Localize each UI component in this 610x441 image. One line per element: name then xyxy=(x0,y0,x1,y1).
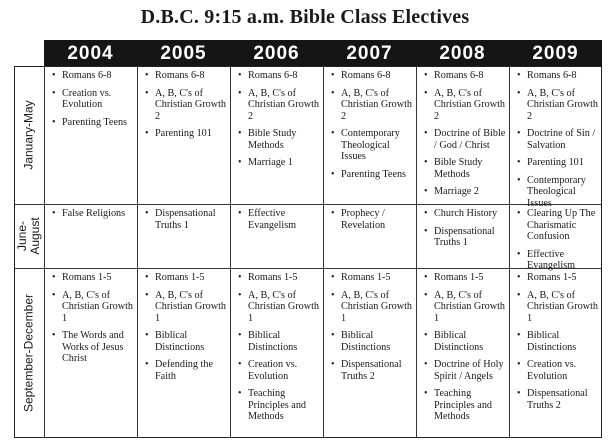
elective-list xyxy=(145,272,227,382)
elective-item: • Defending the Faith xyxy=(145,359,227,382)
schedule-cell xyxy=(416,66,509,204)
elective-item: • Effective Evangelism xyxy=(238,208,320,231)
year-header-2005: 2005 xyxy=(160,43,207,64)
elective-item: • Parenting 101 xyxy=(145,128,227,140)
elective-item: • Romans 6-8 xyxy=(331,70,413,82)
elective-list xyxy=(517,208,599,272)
elective-list xyxy=(424,70,506,198)
period-label-june-august xyxy=(14,204,44,268)
elective-item: • Parenting 101 xyxy=(517,157,599,169)
elective-item: • Biblical Distinctions xyxy=(424,330,506,353)
elective-list xyxy=(517,70,599,209)
elective-item: • Biblical Distinctions xyxy=(517,330,599,353)
period-label-text: January-May xyxy=(21,100,36,170)
elective-item: • A, B, C's of Christian Growth 2 xyxy=(145,88,227,123)
elective-item: • Romans 1-5 xyxy=(52,272,134,284)
elective-item: • The Words and Works of Jesus Christ xyxy=(52,330,134,365)
schedule-cell xyxy=(137,268,230,438)
period-label-text: September-December xyxy=(21,293,36,413)
schedule-cell xyxy=(44,66,137,204)
elective-list xyxy=(52,272,134,365)
elective-item: • Romans 1-5 xyxy=(145,272,227,284)
elective-list xyxy=(238,272,320,423)
schedule-cell xyxy=(323,268,416,438)
elective-item: • Romans 6-8 xyxy=(238,70,320,82)
elective-list xyxy=(238,70,320,169)
schedule-cell xyxy=(509,66,602,209)
schedule-cell xyxy=(230,268,323,438)
schedule-cell xyxy=(416,268,509,438)
elective-list xyxy=(52,208,134,220)
year-header-2009: 2009 xyxy=(532,43,579,64)
elective-item: • Dispensational Truths 1 xyxy=(145,208,227,231)
elective-item: • A, B, C's of Christian Growth 2 xyxy=(238,88,320,123)
elective-item: • Creation vs. Evolution xyxy=(238,359,320,382)
elective-item: • Teaching Principles and Methods xyxy=(238,388,320,423)
elective-item: • A, B, C's of Christian Growth 2 xyxy=(517,88,599,123)
schedule-cell xyxy=(230,204,323,268)
elective-list xyxy=(145,208,227,231)
year-header-2004: 2004 xyxy=(67,43,114,64)
elective-item: • A, B, C's of Christian Growth 1 xyxy=(145,290,227,325)
elective-item: • Dispensational Truths 2 xyxy=(517,388,599,411)
elective-item: • Dispensational Truths 1 xyxy=(424,226,506,249)
year-header-2007: 2007 xyxy=(346,43,393,64)
elective-item: • Doctrine of Sin / Salvation xyxy=(517,128,599,151)
schedule-cell xyxy=(416,204,509,268)
period-label-text: June- August xyxy=(15,217,42,255)
elective-list xyxy=(331,208,413,231)
elective-item: • Prophecy / Revelation xyxy=(331,208,413,231)
elective-item: • Creation vs. Evolution xyxy=(52,88,134,111)
elective-list xyxy=(52,70,134,128)
schedule-cell xyxy=(44,204,137,268)
elective-item: • A, B, C's of Christian Growth 1 xyxy=(424,290,506,325)
schedule-cell xyxy=(44,268,137,438)
elective-item: • Romans 1-5 xyxy=(331,272,413,284)
schedule-cell xyxy=(509,204,602,271)
elective-item: • Effective Evangelism xyxy=(517,249,599,272)
elective-item: • Romans 1-5 xyxy=(424,272,506,284)
elective-item: • Contemporary Theological Issues xyxy=(331,128,413,163)
elective-item: • Church History xyxy=(424,208,506,220)
schedule-cell xyxy=(137,66,230,204)
elective-item: • Biblical Distinctions xyxy=(238,330,320,353)
elective-item: • Contemporary Theological Issues xyxy=(517,175,599,210)
elective-list xyxy=(424,208,506,249)
elective-list xyxy=(331,70,413,180)
elective-item: • Parenting Teens xyxy=(52,117,134,129)
elective-item: • Biblical Distinctions xyxy=(331,330,413,353)
elective-item: • A, B, C's of Christian Growth 1 xyxy=(52,290,134,325)
elective-list xyxy=(424,272,506,423)
elective-item: • Romans 6-8 xyxy=(424,70,506,82)
elective-item: • Dispensational Truths 2 xyxy=(331,359,413,382)
elective-list xyxy=(517,272,599,411)
schedule-cell xyxy=(230,66,323,204)
elective-list xyxy=(145,70,227,140)
elective-list xyxy=(331,272,413,382)
elective-item: • Doctrine of Bible / God / Christ xyxy=(424,128,506,151)
elective-item: • Parenting Teens xyxy=(331,169,413,181)
elective-item: • Romans 6-8 xyxy=(52,70,134,82)
period-label-january-may xyxy=(14,66,44,204)
elective-item: • Bible Study Methods xyxy=(238,128,320,151)
elective-item: • Bible Study Methods xyxy=(424,157,506,180)
schedule-cell xyxy=(137,204,230,268)
schedule-cell xyxy=(323,66,416,204)
elective-item: • A, B, C's of Christian Growth 1 xyxy=(517,290,599,325)
elective-item: • A, B, C's of Christian Growth 2 xyxy=(424,88,506,123)
elective-item: • Marriage 1 xyxy=(238,157,320,169)
period-label-september-december xyxy=(14,268,44,438)
year-header-2008: 2008 xyxy=(439,43,486,64)
elective-item: • False Religions xyxy=(52,208,134,220)
elective-item: • Romans 6-8 xyxy=(517,70,599,82)
schedule-cell xyxy=(323,204,416,268)
elective-item: • A, B, C's of Christian Growth 1 xyxy=(238,290,320,325)
schedule-cell xyxy=(509,268,602,438)
elective-item: • A, B, C's of Christian Growth 1 xyxy=(331,290,413,325)
elective-item: • Romans 6-8 xyxy=(145,70,227,82)
electives-table xyxy=(14,40,602,438)
elective-item: • A, B, C's of Christian Growth 2 xyxy=(331,88,413,123)
year-header-2006: 2006 xyxy=(253,43,300,64)
elective-item: • Creation vs. Evolution xyxy=(517,359,599,382)
elective-item: • Biblical Distinctions xyxy=(145,330,227,353)
elective-item: • Romans 1-5 xyxy=(517,272,599,284)
elective-item: • Teaching Principles and Methods xyxy=(424,388,506,423)
elective-item: • Marriage 2 xyxy=(424,186,506,198)
elective-item: • Doctrine of Holy Spirit / Angels xyxy=(424,359,506,382)
elective-item: • Romans 1-5 xyxy=(238,272,320,284)
elective-list xyxy=(238,208,320,231)
page-title: D.B.C. 9:15 a.m. Bible Class Electives xyxy=(140,6,470,28)
elective-item: • Clearing Up The Charismatic Confusion xyxy=(517,208,599,243)
